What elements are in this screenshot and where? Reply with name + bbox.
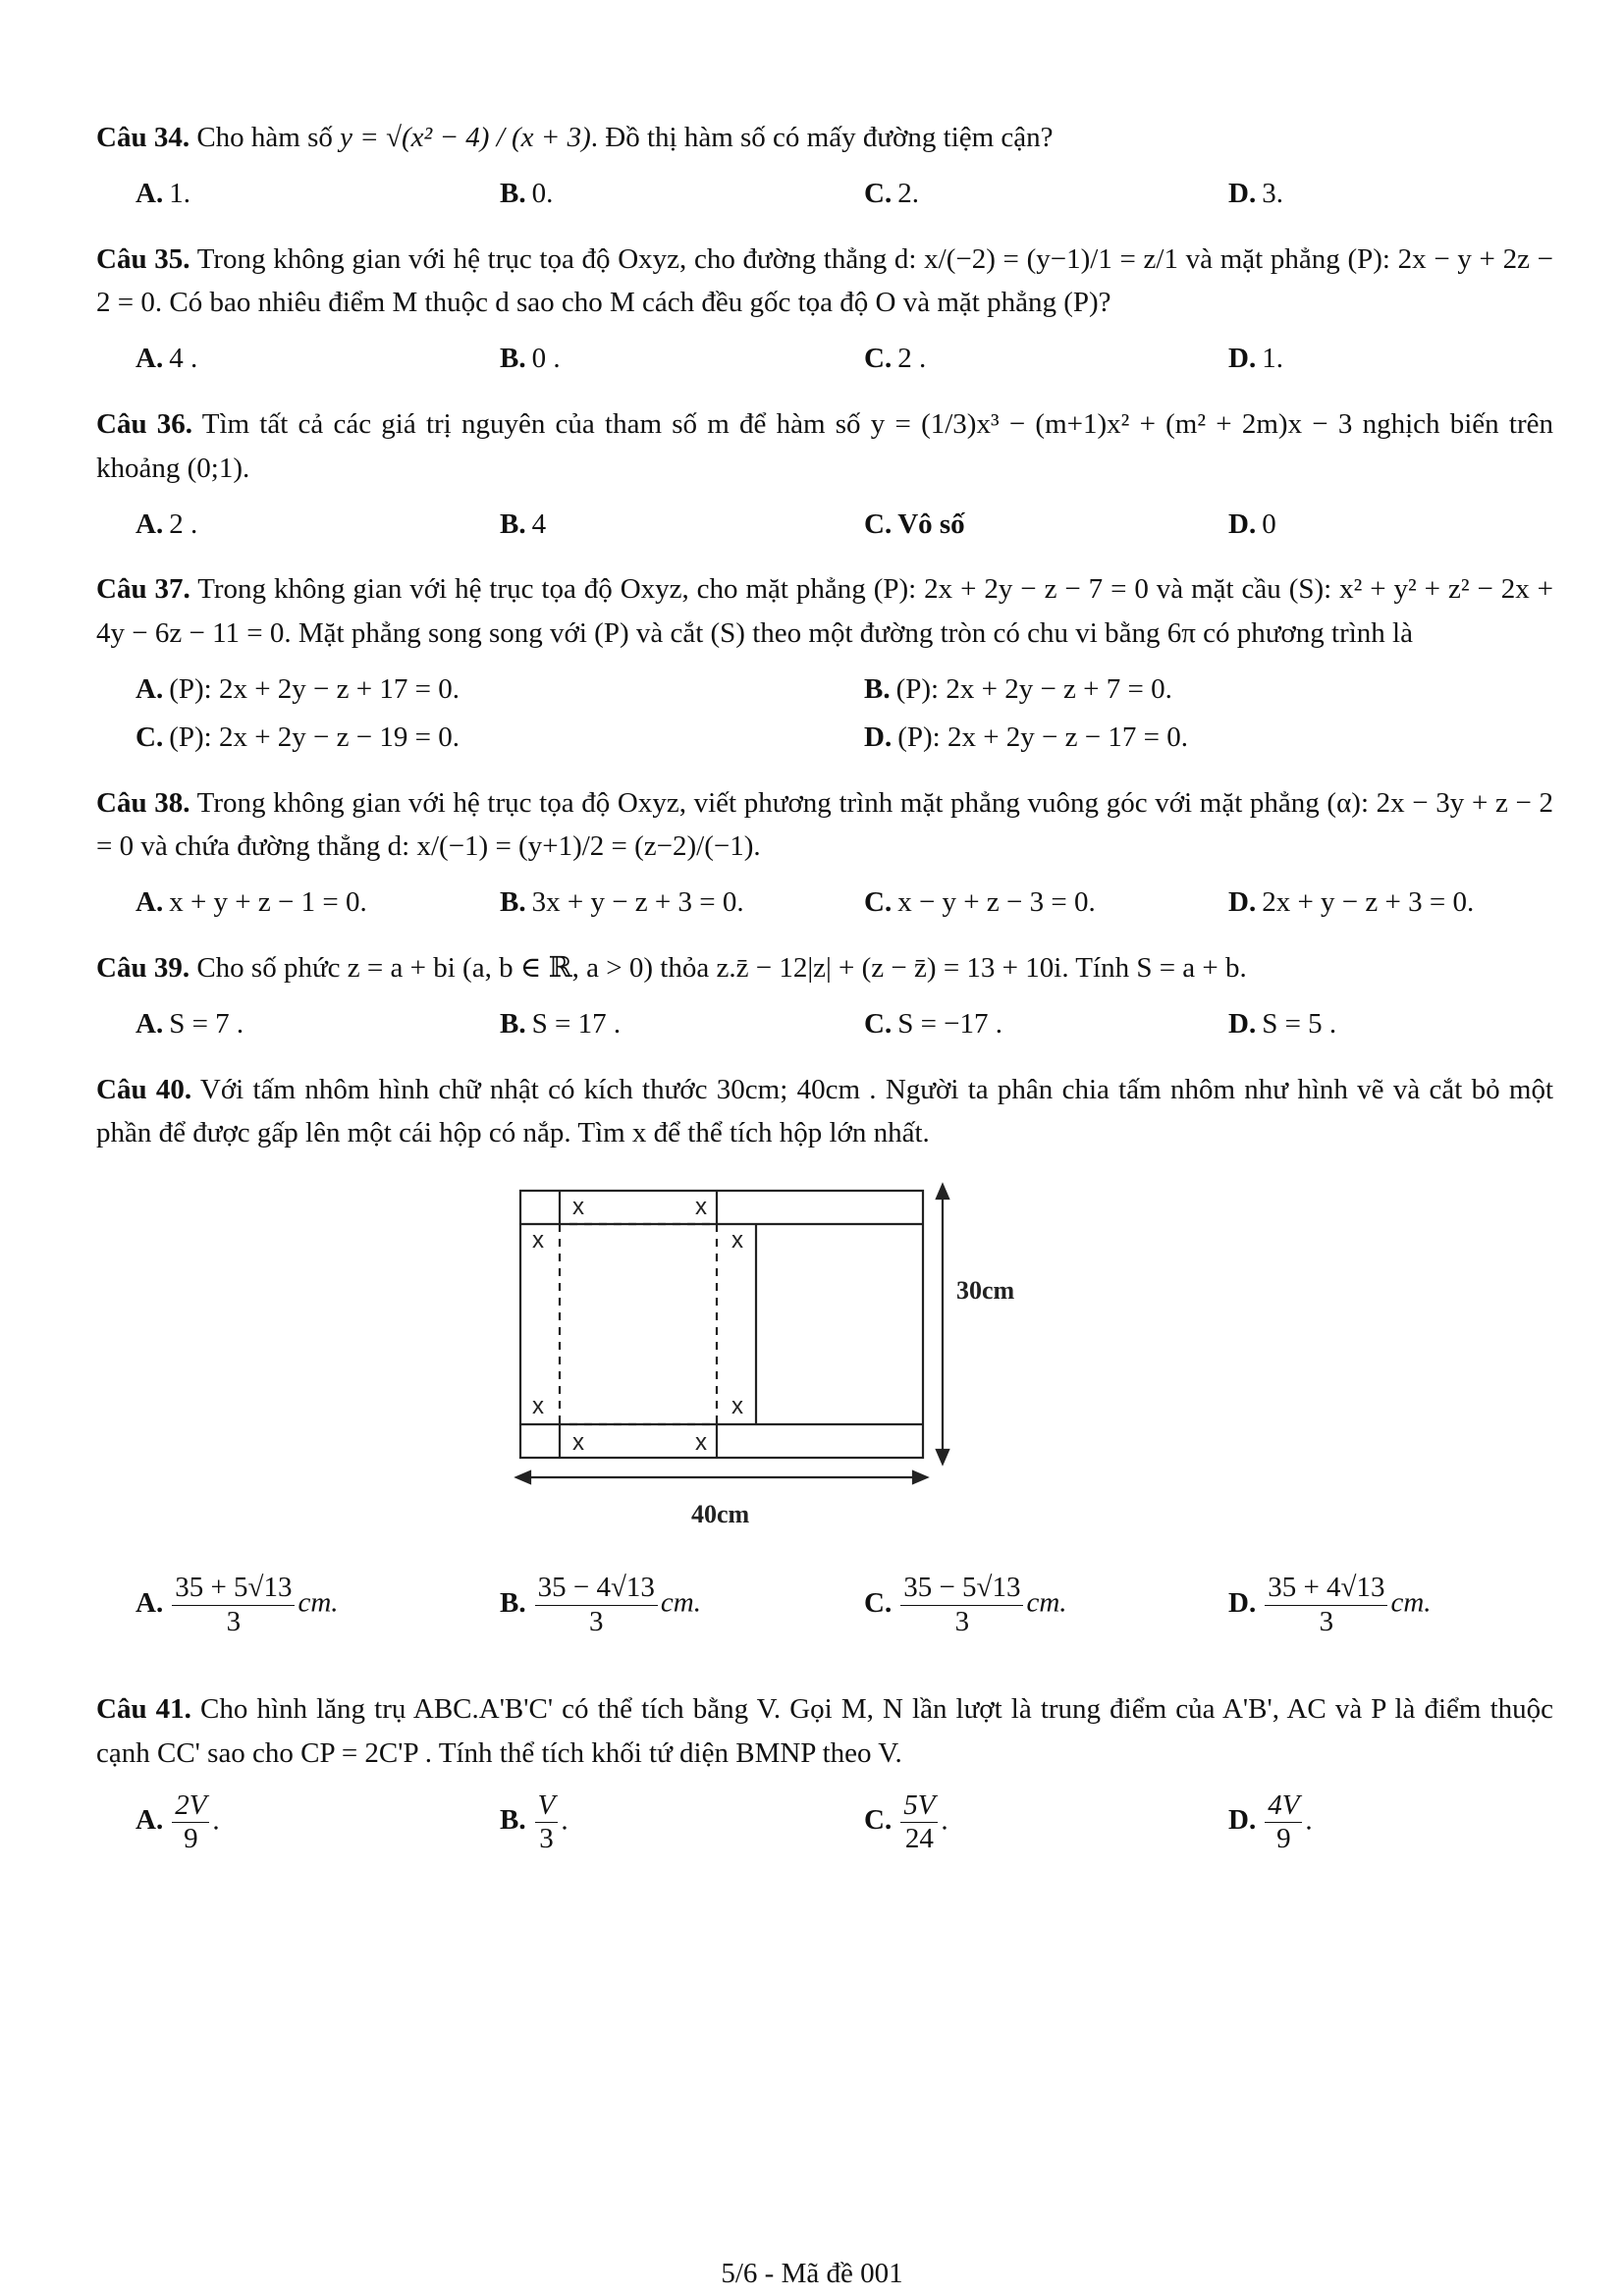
question-text: Cho số phức z = a + bi (a, b ∈ ℝ, a > 0) thỏa z.z̄ − 12|z| + (z − z̄) = 13 + 10i. Tính S = a + b. xyxy=(196,952,1247,984)
question-label: Câu 40. xyxy=(96,1073,192,1105)
option-b[interactable]: B. S = 17 . xyxy=(500,1007,622,1040)
option-b[interactable]: B. (P): 2x + 2y − z + 7 = 0. xyxy=(864,673,1172,706)
option-a[interactable]: A. 2 . xyxy=(135,507,198,540)
question-label: Câu 37. xyxy=(96,573,190,606)
options-35 xyxy=(96,339,1553,379)
options-37-row1 xyxy=(96,669,1553,710)
x-mark: x xyxy=(695,1194,707,1221)
option-c[interactable]: C. 2. xyxy=(864,177,919,209)
options-37-row2 xyxy=(96,718,1553,758)
question-label: Câu 39. xyxy=(96,952,190,984)
question-34 xyxy=(96,116,1553,160)
option-a[interactable]: A. (P): 2x + 2y − z + 17 = 0. xyxy=(135,673,460,706)
question-text: Trong không gian với hệ trục tọa độ Oxyz, cho đường thẳng d: x/(−2) = (y−1)/1 = z/1 và mặt phẳng (P): 2x − y + 2z − 2 = 0. Có bao nhiêu điểm M thuộc d sao cho M cách đều gốc tọa độ O và mặt phẳng (P)? xyxy=(96,242,1553,319)
option-d[interactable]: D. S = 5 . xyxy=(1228,1007,1337,1040)
option-b[interactable]: B. $\frac{V}{3}$ . xyxy=(500,1789,568,1855)
option-a[interactable]: A. x + y + z − 1 = 0. xyxy=(135,886,367,919)
question-label: Câu 38. xyxy=(96,786,190,819)
option-b[interactable]: B. 0. xyxy=(500,177,554,209)
option-b[interactable]: B. 3x + y − z + 3 = 0. xyxy=(500,886,744,919)
option-d[interactable]: D. $\frac{35 + 4√13}{3}$ cm. xyxy=(1228,1572,1432,1637)
page-footer: 5/6 - Mã đề 001 xyxy=(721,2258,903,2289)
x-mark: x xyxy=(572,1429,584,1457)
option-d[interactable]: D. 1. xyxy=(1228,343,1283,375)
x-mark: x xyxy=(695,1429,707,1457)
question-label: Câu 41. xyxy=(96,1693,191,1726)
question-text: Cho hàm số xyxy=(196,122,333,153)
option-d[interactable]: D. 2x + y − z + 3 = 0. xyxy=(1228,886,1475,919)
question-text: Với tấm nhôm hình chữ nhật có kích thước 30cm; 40cm . Người ta phân chia tấm nhôm như hình vẽ và cắt bỏ một phần để được gấp lên một cái hộp có nắp. Tìm x để thể tích hộp lớn nhất. xyxy=(96,1073,1554,1149)
option-c[interactable]: C. $\frac{5V}{24}$ . xyxy=(864,1789,948,1855)
options-34 xyxy=(96,174,1553,214)
question-36 xyxy=(96,402,1553,491)
option-d[interactable]: D. 3. xyxy=(1228,177,1283,209)
option-d[interactable]: D. (P): 2x + 2y − z − 17 = 0. xyxy=(864,721,1188,753)
option-d[interactable]: D. $\frac{4V}{9}$ . xyxy=(1228,1789,1313,1855)
option-c[interactable]: C. $\frac{35 - 5√13}{3}$ cm. xyxy=(864,1572,1067,1637)
function-formula: y = √(x² − 4) / (x + 3) xyxy=(340,122,591,153)
question-39 xyxy=(96,946,1553,990)
x-mark: x xyxy=(532,1393,544,1420)
option-b[interactable]: B. $\frac{35 - 4√13}{3}$ cm. xyxy=(500,1572,701,1637)
question-37 xyxy=(96,567,1553,656)
question-35 xyxy=(96,238,1553,326)
x-mark: x xyxy=(731,1227,743,1255)
options-38 xyxy=(96,882,1553,923)
option-a[interactable]: A. 1. xyxy=(135,177,190,209)
option-d[interactable]: D. 0 xyxy=(1228,507,1276,540)
option-c[interactable]: C. (P): 2x + 2y − z − 19 = 0. xyxy=(135,721,460,753)
question-text: Trong không gian với hệ trục tọa độ Oxyz, cho mặt phẳng (P): 2x + 2y − z − 7 = 0 và mặt cầu (S): x² + y² + z² − 2x + 4y − 6z − 11 = 0. Mặt phẳng song song với (P) và cắt (S) theo một đường tròn có chu vi bằng 6π có phương trình là xyxy=(96,573,1554,650)
question-text: . Đồ thị hàm số có mấy đường tiệm cận? xyxy=(590,122,1054,153)
option-c[interactable]: C. x − y + z − 3 = 0. xyxy=(864,886,1096,919)
sheet-diagram xyxy=(481,1175,1090,1548)
x-mark: x xyxy=(731,1393,743,1420)
options-36 xyxy=(96,505,1553,545)
option-c[interactable]: C. 2 . xyxy=(864,343,927,375)
exam-page xyxy=(96,116,1553,1905)
question-38 xyxy=(96,781,1553,870)
question-label: Câu 35. xyxy=(96,242,190,275)
height-label: 30cm xyxy=(956,1276,1015,1306)
question-40 xyxy=(96,1068,1553,1156)
option-b[interactable]: B. 4 xyxy=(500,507,547,540)
options-40 xyxy=(96,1572,1553,1638)
option-b[interactable]: B. 0 . xyxy=(500,343,561,375)
x-mark: x xyxy=(572,1194,584,1221)
question-text: Tìm tất cả các giá trị nguyên của tham số m để hàm số y = (1/3)x³ − (m+1)x² + (m² + 2m)x − 3 nghịch biến trên khoảng (0;1). xyxy=(96,408,1553,484)
options-39 xyxy=(96,1004,1553,1044)
option-a[interactable]: A. 4 . xyxy=(135,343,198,375)
x-mark: x xyxy=(532,1227,544,1255)
option-a[interactable]: A. $\frac{2V}{9}$ . xyxy=(135,1789,220,1855)
option-a[interactable]: A. S = 7 . xyxy=(135,1007,244,1040)
width-label: 40cm xyxy=(691,1500,750,1529)
options-41 xyxy=(96,1789,1553,1856)
question-label: Câu 36. xyxy=(96,408,193,440)
aluminum-sheet-figure xyxy=(481,1175,1090,1548)
option-c[interactable]: C. Vô số xyxy=(864,507,965,540)
sheet-outline xyxy=(520,1191,923,1458)
option-a[interactable]: A. $\frac{35 + 5√13}{3}$ cm. xyxy=(135,1572,339,1637)
question-41 xyxy=(96,1687,1553,1776)
option-c[interactable]: C. S = −17 . xyxy=(864,1007,1003,1040)
question-label: Câu 34. xyxy=(96,122,190,153)
question-text: Trong không gian với hệ trục tọa độ Oxyz, viết phương trình mặt phẳng vuông góc với mặt phẳng (α): 2x − 3y + z − 2 = 0 và chứa đường thẳng d: x/(−1) = (y+1)/2 = (z−2)/(−1). xyxy=(96,786,1554,863)
question-text: Cho hình lăng trụ ABC.A'B'C' có thể tích bằng V. Gọi M, N lần lượt là trung điểm của A'B', AC và P là điểm thuộc cạnh CC' sao cho CP = 2C'P . Tính thể tích khối tứ diện BMNP theo V. xyxy=(96,1693,1554,1770)
